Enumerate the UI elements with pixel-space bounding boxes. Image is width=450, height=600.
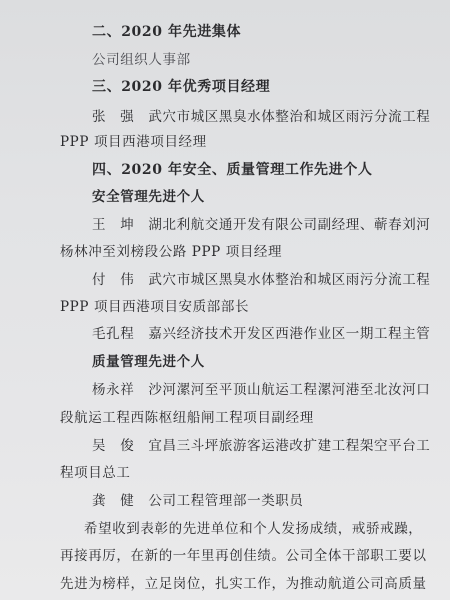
section-heading-4: 四、2020 年安全、质量管理工作先进个人 <box>92 162 373 178</box>
manager-entry-line-1: 张 强 武穴市城区黑臭水体整治和城区雨污分流工程 <box>92 109 431 125</box>
quality-entry-2-line-1: 吴 俊 宜昌三斗坪旅游客运港改扩建工程架空平台工 <box>92 438 431 454</box>
section-heading-2: 二、2020 年先进集体 <box>92 24 242 40</box>
closing-paragraph-line-3: 先进为榜样，立足岗位，扎实工作，为推动航道公司高质量 <box>60 576 427 592</box>
subheading-safety: 安全管理先进个人 <box>92 189 205 205</box>
collective-award-entry: 公司组织人事部 <box>92 52 191 68</box>
quality-entry-2-line-2: 程项目总工 <box>60 465 131 481</box>
safety-entry-1-line-1: 王 坤 湖北利航交通开发有限公司副经理、蕲春刘河 <box>92 217 431 233</box>
subheading-quality: 质量管理先进个人 <box>92 354 205 370</box>
safety-entry-2-line-1: 付 伟 武穴市城区黑臭水体整治和城区雨污分流工程 <box>92 272 431 288</box>
section-heading-3: 三、2020 年优秀项目经理 <box>92 79 271 95</box>
safety-entry-3: 毛孔程 嘉兴经济技术开发区西港作业区一期工程主管 <box>92 326 431 342</box>
quality-entry-1-line-2: 段航运工程西陈枢纽船闸工程项目副经理 <box>60 410 314 426</box>
quality-entry-3: 龚 健 公司工程管理部一类职员 <box>92 493 304 509</box>
quality-entry-1-line-1: 杨永祥 沙河漯河至平顶山航运工程漯河港至北汝河口 <box>92 382 431 398</box>
manager-entry-line-2: PPP 项目西港项目经理 <box>60 134 207 150</box>
closing-paragraph-line-1: 希望收到表彰的先进单位和个人发扬成绩，戒骄戒躁， <box>84 521 423 537</box>
safety-entry-2-line-2: PPP 项目西港项目安质部部长 <box>60 299 250 315</box>
closing-paragraph-line-2: 再接再厉，在新的一年里再创佳绩。公司全体干部职工要以 <box>60 548 427 564</box>
safety-entry-1-line-2: 杨林冲至刘榜段公路 PPP 项目经理 <box>60 244 283 260</box>
